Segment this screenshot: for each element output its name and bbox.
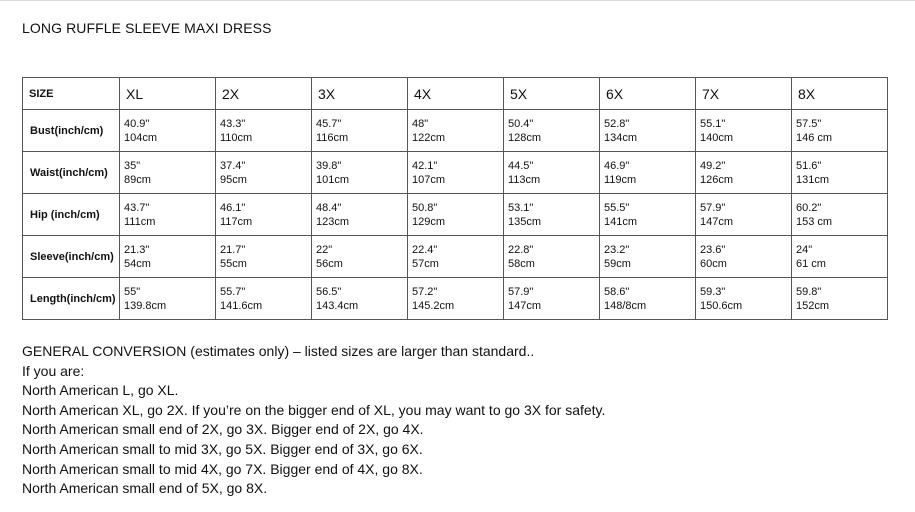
value-inch: 46.1" (220, 201, 246, 214)
value-cm: 116cm (316, 131, 349, 144)
row-label-line: Bust (30, 124, 55, 137)
value-inch: 56.5" (316, 285, 342, 298)
value-inch: 55.5" (604, 201, 630, 214)
value-cm: 57cm (412, 257, 439, 270)
value-inch: 48.4" (316, 201, 342, 214)
row-label-line: (inch/cm) (54, 124, 104, 137)
notes-line: North American small to mid 4X, go 7X. Bigger end of 4X, go 8X. (22, 460, 423, 477)
value-cm: 61 cm (796, 257, 826, 270)
value-inch: 39.8" (316, 159, 342, 172)
value-cm: 55cm (220, 257, 247, 270)
cell-sleeve-6x (600, 236, 696, 278)
cell-sleeve-4x (408, 236, 504, 278)
row-label-line: Waist (30, 166, 59, 179)
row-label-sleeve (23, 236, 120, 278)
cell-sleeve-3x (312, 236, 408, 278)
value-inch: 55" (124, 285, 141, 298)
cell-bust-2x (216, 110, 312, 152)
value-cm: 129cm (412, 215, 446, 228)
size-header-8x: 8X (792, 78, 888, 110)
cell-hip-xl (120, 194, 216, 236)
value-cm: 110cm (220, 131, 253, 144)
value-cm: 147cm (700, 215, 734, 228)
value-cm: 153 cm (796, 215, 833, 228)
value-cm: 95cm (220, 173, 247, 186)
cell-hip-8x (792, 194, 888, 236)
value-inch: 53.1" (508, 201, 534, 214)
size-header-6x: 6X (600, 78, 696, 110)
row-label-hip (23, 194, 120, 236)
value-cm: 123cm (316, 215, 350, 228)
value-cm: 56cm (316, 257, 343, 270)
cell-waist-xl (120, 152, 216, 194)
value-cm: 139.8cm (124, 299, 167, 312)
row-label-length (23, 278, 120, 320)
value-inch: 57.2" (412, 285, 438, 298)
notes-line: North American small end of 5X, go 8X. (22, 480, 268, 497)
value-inch: 57.9" (508, 285, 534, 298)
value-inch: 37.4" (220, 159, 246, 172)
cell-sleeve-8x (792, 236, 888, 278)
value-cm: 101cm (316, 173, 350, 186)
notes-heading: GENERAL CONVERSION (estimates only) – listed sizes are larger than standard.. (22, 343, 535, 359)
value-cm: 131cm (796, 173, 830, 186)
cell-waist-7x (696, 152, 792, 194)
table-row-bust (23, 110, 888, 152)
value-cm: 54cm (124, 257, 151, 270)
value-cm: 140cm (700, 131, 734, 144)
table-header-row (23, 78, 888, 110)
cell-hip-3x (312, 194, 408, 236)
value-cm: 146 cm (796, 131, 833, 144)
cell-sleeve-7x (696, 236, 792, 278)
cell-waist-4x (408, 152, 504, 194)
value-inch: 45.7" (316, 117, 342, 130)
notes-line: North American XL, go 2X. If you’re on the bigger end of XL, you may want to go 3X for safety. (22, 401, 606, 418)
conversion-notes (22, 342, 902, 499)
size-header-xl: XL (120, 78, 216, 110)
value-inch: 23.2" (604, 243, 630, 256)
value-cm: 148/8cm (604, 299, 647, 312)
cell-waist-2x (216, 152, 312, 194)
value-inch: 35" (124, 159, 141, 172)
cell-bust-5x (504, 110, 600, 152)
cell-length-3x (312, 278, 408, 320)
value-inch: 23.6" (700, 243, 726, 256)
value-inch: 58.6" (604, 285, 630, 298)
value-cm: 145.2cm (412, 299, 455, 312)
row-label-line: (inch/cm) (66, 292, 116, 305)
value-cm: 113cm (508, 173, 541, 186)
value-cm: 89cm (124, 173, 151, 186)
notes-line: North American small to mid 3X, go 5X. Bigger end of 3X, go 6X. (22, 440, 423, 457)
value-cm: 111cm (124, 215, 156, 228)
notes-line: If you are: (22, 362, 85, 379)
size-header-7x: 7X (696, 78, 792, 110)
table-body (23, 110, 888, 320)
row-label-line: Length (30, 292, 67, 305)
size-column-header: SIZE (23, 78, 120, 110)
cell-length-6x (600, 278, 696, 320)
value-inch: 24" (796, 243, 813, 256)
value-cm: 135cm (508, 215, 542, 228)
size-header-4x: 4X (408, 78, 504, 110)
cell-bust-7x (696, 110, 792, 152)
cell-bust-xl (120, 110, 216, 152)
cell-sleeve-2x (216, 236, 312, 278)
notes-line: North American L, go XL. (22, 382, 179, 399)
size-header-5x: 5X (504, 78, 600, 110)
cell-waist-8x (792, 152, 888, 194)
cell-hip-7x (696, 194, 792, 236)
value-inch: 22.4" (412, 243, 438, 256)
value-inch: 22" (316, 243, 333, 256)
notes-line: North American small end of 2X, go 3X. Bigger end of 2X, go 4X. (22, 421, 424, 438)
value-cm: 143.4cm (316, 299, 359, 312)
value-inch: 50.8" (412, 201, 438, 214)
cell-waist-6x (600, 152, 696, 194)
cell-length-5x (504, 278, 600, 320)
value-cm: 59cm (604, 257, 631, 270)
value-inch: 40.9" (124, 117, 150, 130)
cell-length-7x (696, 278, 792, 320)
value-cm: 119cm (604, 173, 637, 186)
row-label-line: Sleeve (30, 250, 65, 263)
cell-sleeve-5x (504, 236, 600, 278)
value-inch: 46.9" (604, 159, 630, 172)
value-cm: 122cm (412, 131, 446, 144)
row-label-waist (23, 152, 120, 194)
value-cm: 107cm (412, 173, 446, 186)
top-divider (0, 0, 915, 1)
cell-hip-6x (600, 194, 696, 236)
value-cm: 60cm (700, 257, 727, 270)
cell-sleeve-xl (120, 236, 216, 278)
value-inch: 52.8" (604, 117, 630, 130)
cell-length-2x (216, 278, 312, 320)
value-cm: 150.6cm (700, 299, 743, 312)
cell-waist-3x (312, 152, 408, 194)
cell-bust-6x (600, 110, 696, 152)
value-cm: 141.6cm (220, 299, 263, 312)
value-cm: 126cm (700, 173, 734, 186)
value-inch: 57.9" (700, 201, 726, 214)
value-inch: 49.2" (700, 159, 726, 172)
table-row-length (23, 278, 888, 320)
value-inch: 59.8" (796, 285, 822, 298)
page-title: LONG RUFFLE SLEEVE MAXI DRESS (22, 20, 272, 36)
cell-length-4x (408, 278, 504, 320)
row-label-bust (23, 110, 120, 152)
value-inch: 60.2" (796, 201, 822, 214)
cell-hip-5x (504, 194, 600, 236)
value-inch: 22.8" (508, 243, 534, 256)
cell-length-8x (792, 278, 888, 320)
value-inch: 48" (412, 117, 429, 130)
cell-bust-3x (312, 110, 408, 152)
value-inch: 21.3" (124, 243, 150, 256)
value-inch: 59.3" (700, 285, 726, 298)
value-cm: 58cm (508, 257, 535, 270)
value-inch: 57.5" (796, 117, 822, 130)
cell-bust-8x (792, 110, 888, 152)
size-header-2x: 2X (216, 78, 312, 110)
value-cm: 128cm (508, 131, 542, 144)
size-chart-table (22, 77, 888, 320)
value-inch: 42.1" (412, 159, 438, 172)
value-inch: 55.1" (700, 117, 726, 130)
cell-waist-5x (504, 152, 600, 194)
cell-hip-2x (216, 194, 312, 236)
table-row-sleeve (23, 236, 888, 278)
value-inch: 55.7" (220, 285, 246, 298)
cell-hip-4x (408, 194, 504, 236)
value-cm: 147cm (508, 299, 542, 312)
value-cm: 104cm (124, 131, 158, 144)
cell-length-xl (120, 278, 216, 320)
value-cm: 117cm (220, 215, 253, 228)
value-cm: 141cm (604, 215, 638, 228)
cell-bust-4x (408, 110, 504, 152)
value-inch: 43.3" (220, 117, 246, 130)
value-cm: 134cm (604, 131, 638, 144)
row-label-line: (inch/cm) (64, 250, 114, 263)
size-header-3x: 3X (312, 78, 408, 110)
row-label-line: (inch/cm) (58, 166, 108, 179)
value-inch: 50.4" (508, 117, 534, 130)
value-inch: 43.7" (124, 201, 150, 214)
value-cm: 152cm (796, 299, 830, 312)
value-inch: 21.7" (220, 243, 246, 256)
table-row-hip (23, 194, 888, 236)
value-inch: 44.5" (508, 159, 534, 172)
table-row-waist (23, 152, 888, 194)
row-label-line: Hip (inch/cm) (30, 208, 100, 221)
value-inch: 51.6" (796, 159, 822, 172)
